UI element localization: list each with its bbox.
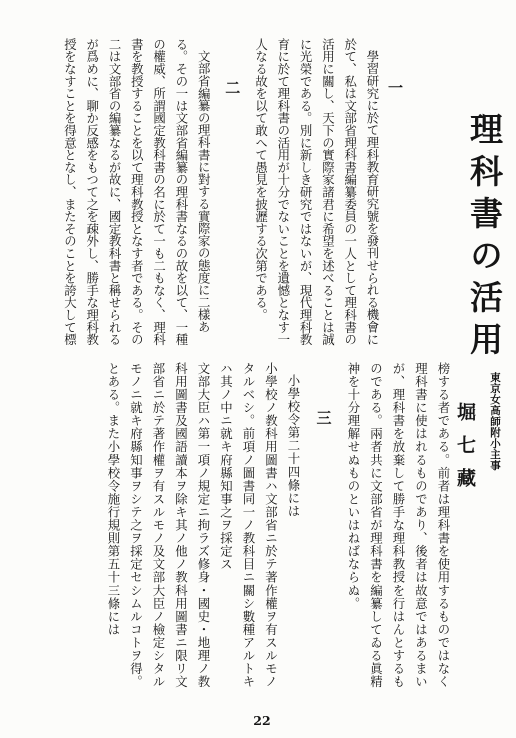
paragraph-line: のである。兩者共に文部省が理科書を編纂してゐる眞精 [368,362,384,689]
paragraph-line: 育に於て理科書の活用が十分でないことを遺憾となす一 [275,38,291,346]
upper-tier [58,38,407,348]
paragraph-line: 神を十分理解せぬものといはねばならぬ。 [346,362,361,610]
quoted-article-line: 部省ニ於テ著作權ヲ有スルモノ及文部大臣ノ檢定シタル [151,362,166,689]
paragraph-line: 榜する者である。前者は理科書を使用するものではなく [436,362,451,689]
paragraph-line: が爲めに、聊か反感をもつて之を疎外し、勝手な理科教 [84,38,100,346]
paragraph-line: 理科書に使はれるものであり、後者は故意ではあるまい [413,362,429,689]
paragraph-line: 授をなすことを得意となし、またそのことを誇大して標 [62,38,78,346]
paragraph-line: 書を教授することを以て理科教授となす者である。その [129,38,145,346]
quoted-article-line: モノニ就キ府縣知事ヲシテ之ヲ採定セシムルコトヲ得。 [128,362,144,689]
paragraph-line: 人なる故を以て敢へて愚見を披瀝する次第である。 [253,38,269,321]
author-affiliation: 東京女高師附小主事 [489,372,501,471]
quoted-article-line: タルベシ。前項ノ圖書同一ノ教科目ニ關シ數種アルトキ [241,362,256,689]
quoted-article-line: 小學校ノ教科用圖書ハ文部省ニ於テ著作權ヲ有スルモノ [263,362,279,689]
paragraph-line: に光榮である。別に新しき研究ではないが、現代理科教 [298,38,314,346]
lower-tier [101,362,454,690]
paragraph-line: が、理科書を放棄して勝手な理科教授を行はんとするも [391,362,406,689]
quoted-article-line: 文部大臣ハ第一項ノ規定ニ拘ラズ修身・國史・地理ノ教 [196,362,211,689]
paragraph-line: 二は文部省の編纂なるが故に、國定教科書と稱せられる [107,38,123,346]
paragraph-line: る。その一は文部省編纂の理科書なるの故を以て、一種 [173,38,189,346]
paragraph-line: とある。また小學校令施行規則第五十三條には [106,362,121,637]
paragraph-line: 於て、私は文部省理科書編纂委員の一人として理科書の [342,38,358,346]
paragraph-line: 小學校令第二十四條には [286,374,301,518]
quoted-article-line: ハ其ノ中ニ就キ府縣知事之ヲ採定ス [218,362,234,571]
article-title: 理科書の活用 [465,112,504,364]
paragraph-line: の權威、所謂國定教科書の名に於て一も二もなく、理科 [151,38,167,346]
page-number: 22 [253,713,271,728]
paragraph-line: 學習研究に於て理科教育研究號を發刊せられる機會に [365,50,380,346]
paragraph-line: 文部省編纂の理科書に對する實際家の態度に二樣あ [196,50,212,334]
section-number: 三 [314,410,333,425]
author-name: 堀七藏 [454,402,476,501]
section-number: 一 [386,80,404,95]
paragraph-line: 活用に關し、天下の實際家諸君に希望を述べることは誠 [320,38,336,346]
quoted-article-line: 科用圖書及國語讀本ヲ除キ其ノ他ノ教科用圖書ニ限リ文 [173,362,189,689]
section-number: 二 [223,80,242,95]
